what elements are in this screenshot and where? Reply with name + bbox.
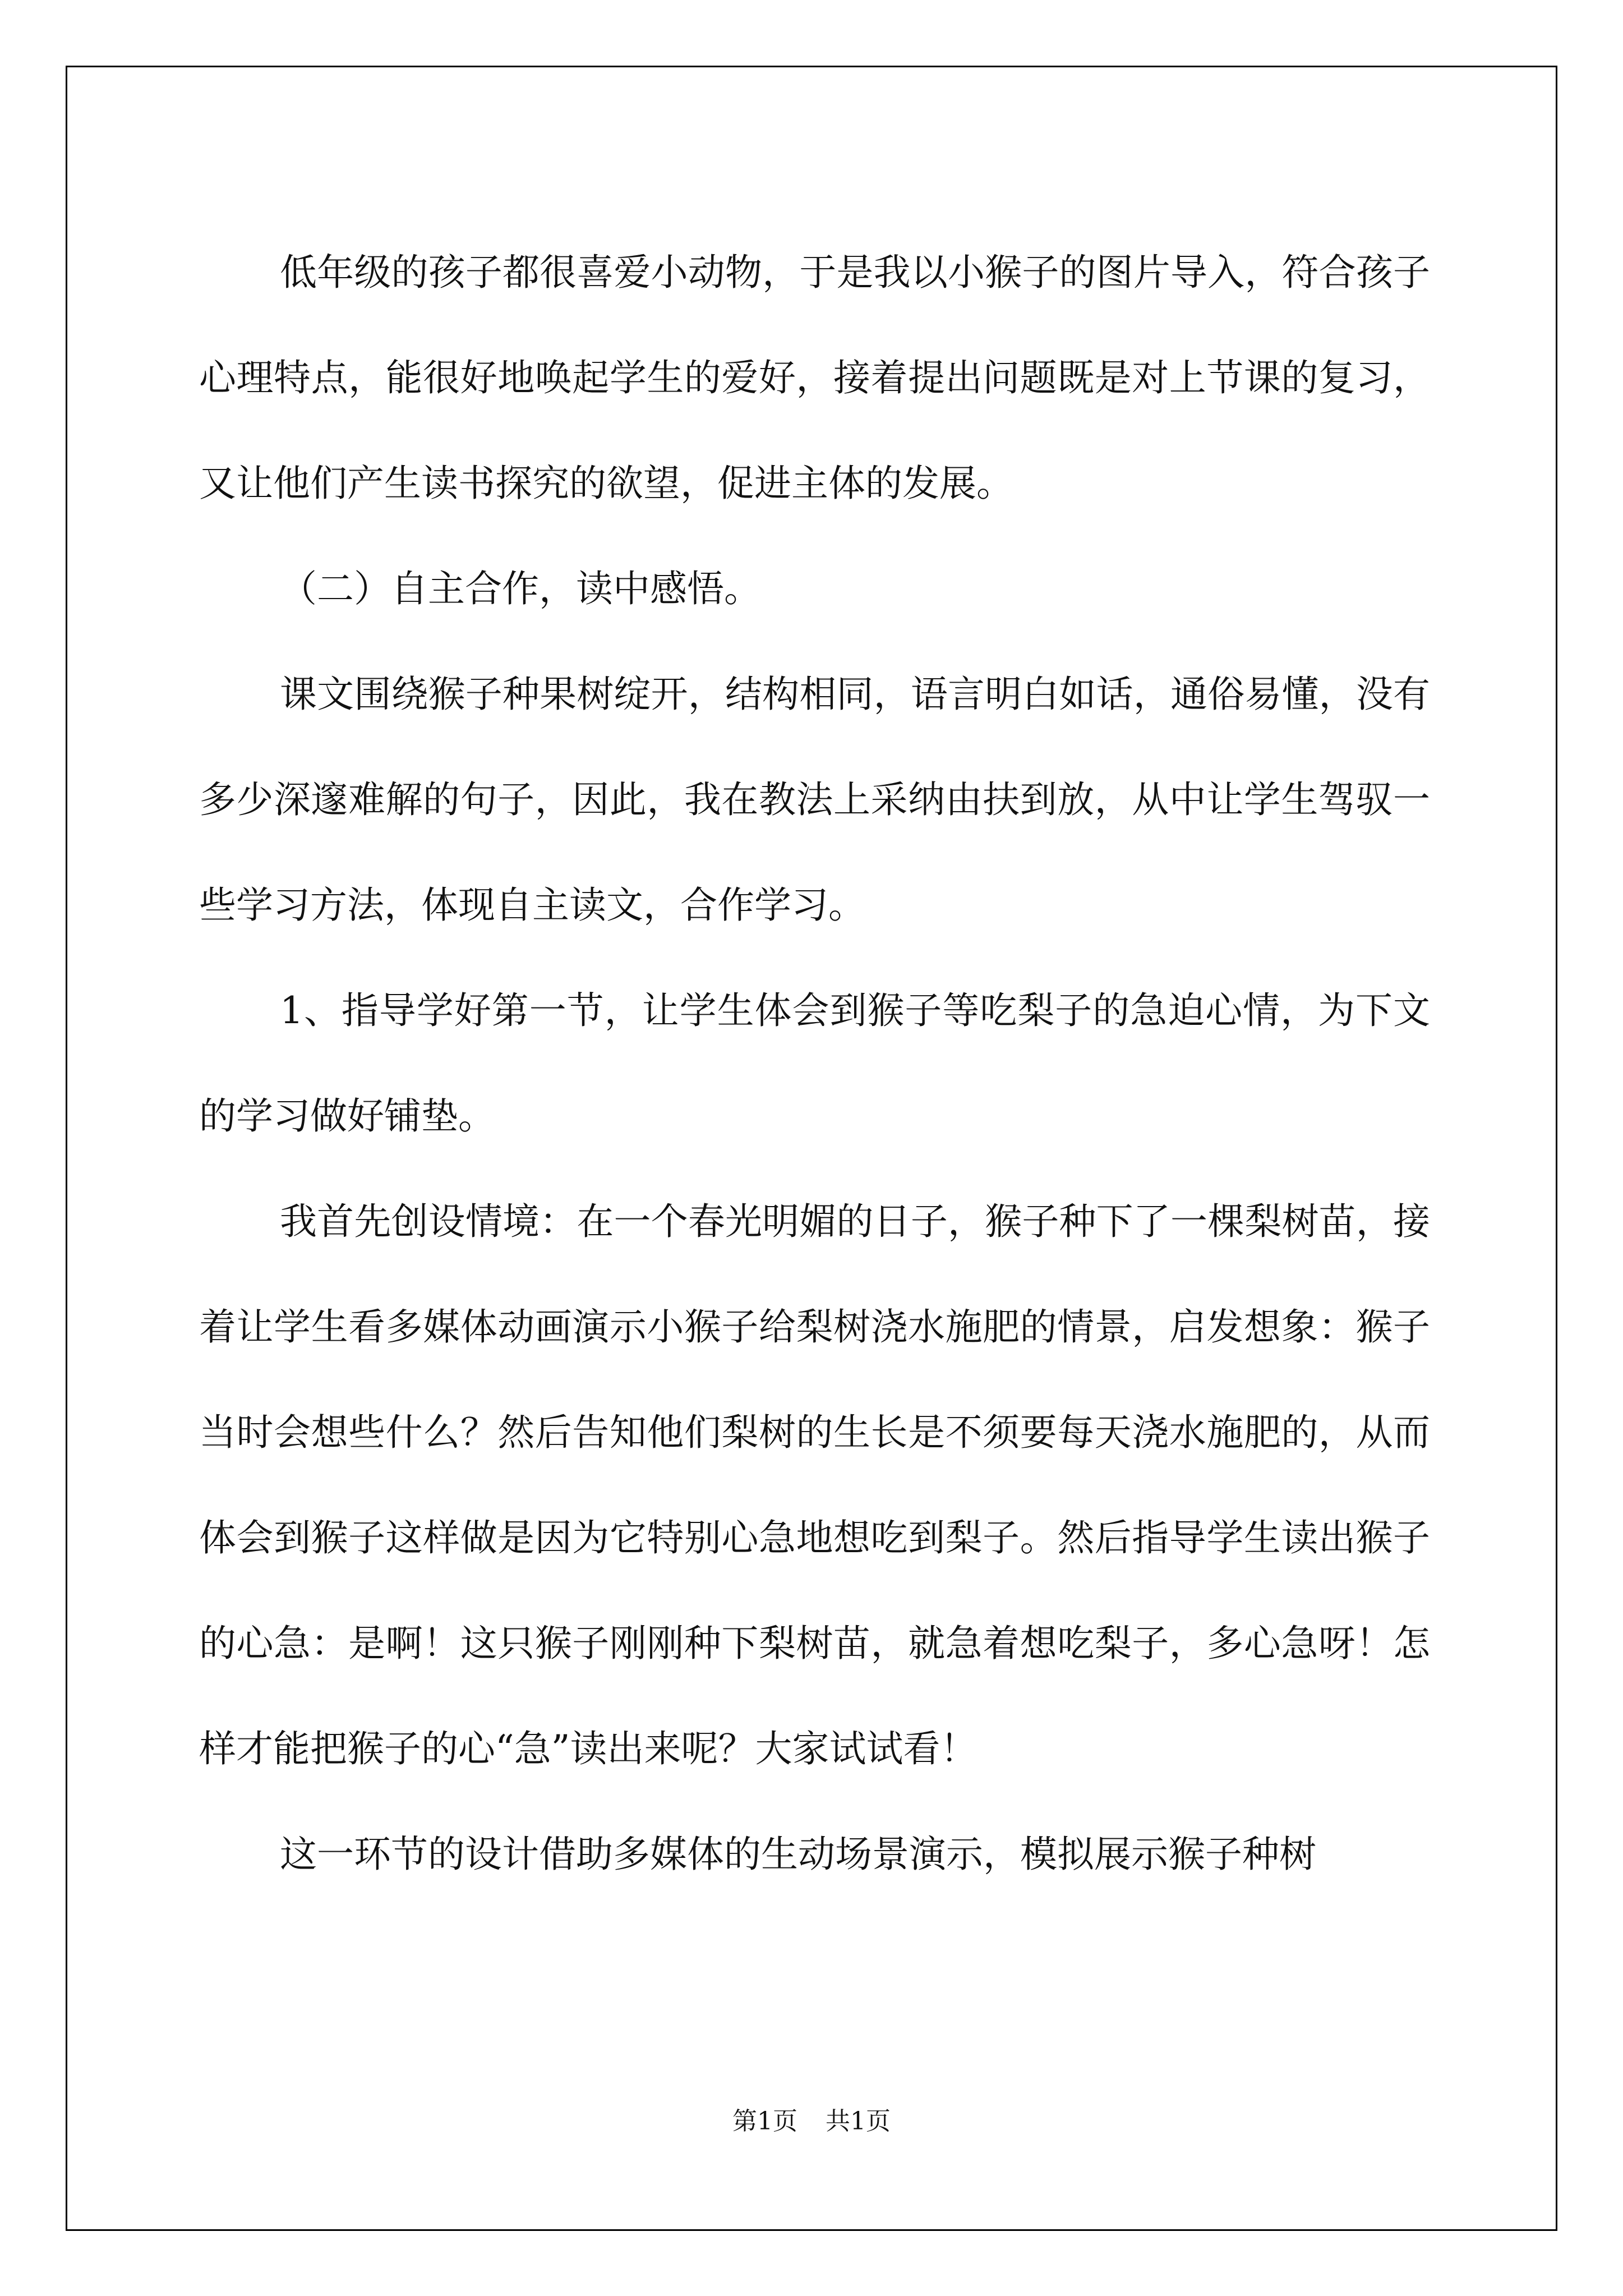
page-footer xyxy=(0,2101,1623,2137)
paragraph: 1、指导学好第一节，让学生体会到猴子等吃梨子的急迫心情，为下文的学习做好铺垫。 xyxy=(199,989,1430,1138)
page-number: 第1页 xyxy=(732,2107,797,2136)
paragraph: 这一环节的设计借助多媒体的生动场景演示，模拟展示猴子种树 xyxy=(280,1833,1316,1876)
page-total: 共1页 xyxy=(826,2107,891,2136)
paragraph: 我首先创设情境：在一个春光明媚的日子，猴子种下了一棵梨树苗，接着让学生看多媒体动画演示小猴子给梨树浇水施肥的情景，启发想象：猴子当时会想些什么？然后告知他们梨树的生长是不须要每天浇水施肥的，从而体会到猴子这样做是因为它特别心急地想吃到梨子。然后指导学生读出猴子的心急：是啊！这只猴子刚刚种下梨树苗，就急着想吃梨子，多心急呀！怎样才能把猴子的心“急”读出来呢？大家试试看！ xyxy=(199,1200,1430,1770)
document-body xyxy=(199,220,1430,1907)
section-heading: （二）自主合作，读中感悟。 xyxy=(280,567,761,610)
paragraph: 低年级的孩子都很喜爱小动物，于是我以小猴子的图片导入，符合孩子心理特点，能很好地唤起学生的爱好，接着提出问题既是对上节课的复习，又让他们产生读书探究的欲望，促进主体的发展。 xyxy=(199,251,1430,505)
paragraph: 课文围绕猴子种果树绽开，结构相同，语言明白如话，通俗易懂，没有多少深邃难解的句子，因此，我在教法上采纳由扶到放，从中让学生驾驭一些学习方法，体现自主读文，合作学习。 xyxy=(199,673,1430,927)
